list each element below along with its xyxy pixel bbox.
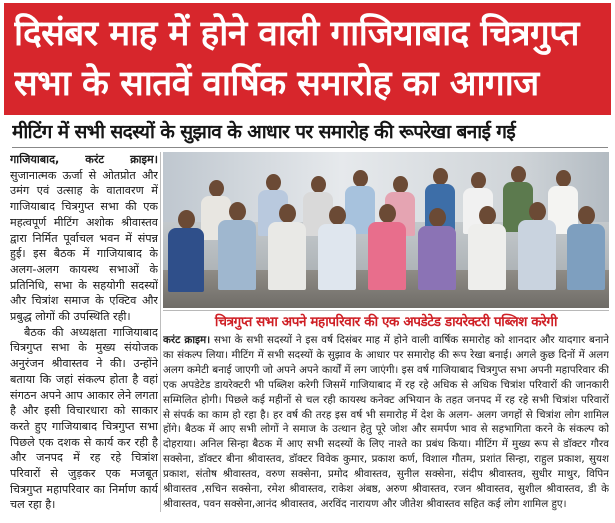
headline-line-2: सभा के सातवें वार्षिक समारोह का आगाज (14, 64, 539, 104)
person-figure (268, 204, 306, 290)
article-paragraph-2: बैठक की अध्यक्षता गाजियाबाद चित्रगुप्त सभा के मुख्य संयोजक अनुरंजन श्रीवास्तव ने की। उन्होंने बताया कि जहां संकल्प होता है वहां संगठन अपने आप आकार लेने लगता है और इसी विचारधारा को साकार करते हुए गाजियाबाद चित्रगुप्त सभा पिछले एक दशक से कार्य कर रही है और जनपद में रह रहे चित्रांश परिवारों से जुड़कर एक मजबूत चित्रगुप्त महापरिवार का निर्माण कार्य चल रहा है। (10, 325, 158, 512)
article-paragraph-1: सुजानात्मक ऊर्जा से ओतप्रोत और उमंग एवं उत्साह के वातावरण में गाजियाबाद चित्रगुप्त सभा की एक महत्वपूर्ण मीटिंग अशोक श्रीवास्तव द्वारा निर्मित पूर्वाचल भवन में संपन्न हुई। इस बैठक में गाजियाबाद के अलग-अलग कायस्थ सभाओं के प्रतिनिधि, सभा के सहयोगी सदस्यों और चित्रांश समाज के एक्टिव और प्रबुद्ध लोगों की उपस्थिति रही। (10, 168, 158, 324)
dateline: गाजियाबाद, करंट क्राइम। (10, 153, 158, 166)
person-figure (368, 204, 406, 290)
caption-text: सभा के सभी सदस्यों ने इस वर्ष दिसंबर माह में होने वाली वार्षिक समारोह को शानदार और यादगार बनाने का संकल्प लिया। मीटिंग में सभी सदस्यों के सुझाव के आधार पर समारोह की रूप रेखा बनाई। अगले कुछ दिनों में अलग अलग कमेटी बनाई जाएगी जो अपने अपने कार्यों में लग जाएंगी। इस वर्ष गाजियाबाद चित्रगुप्त सभा अपनी महापरिवार की एक अपडेटेड डायरेक्टरी भी पब्लिश करेगी जिसमें गाजियाबाद में रह रहे अधिक से अधिक चित्रांश परिवारों की जानकारी सम्मिलित होगी। पिछले कई महीनों से चल रही कायस्थ कनेक्ट अभियान के तहत जनपद में रह रहे सभी चित्रांश परिवारों से संपर्क का काम हो रहा है। हर वर्ष की तरह इस वर्ष भी समारोह में देश के अलग- अलग जगहों से चित्रांश लोग शामिल होंगे। बैठक में आए सभी लोगों ने समाज के उत्थान हेतु पूरे जोश और समर्पण भाव से सहभागिता करने के संकल्प को दोहराया। अनिल सिन्हा बैठक में आए सभी सदस्यों के लिए नाश्ते का प्रबंध किया। मीटिंग में मुख्य रूप से डॉक्टर गौरव सक्सेना, डॉक्टर बीना श्रीवास्तव, डॉक्टर विवेक कुमार, प्रकाश कर्ण, विशाल गौतम, प्रशांत सिन्हा, राहुल प्रकाश, सुयश प्रकाश, संतोष श्रीवास्तव, वरुण सक्सेना, प्रमोद श्रीवास्तव, सुनील सक्सेना, संदीप श्रीवास्तव, सुधीर माथुर, विपिन श्रीवास्तव ,सचिन सक्सेना, रमेश श्रीवास्तव, राकेश अंबष्ठ, अरुण श्रीवास्तव, रजन श्रीवास्तव, सुशील श्रीवास्तव, डी के श्रीवास्तव, पवन सक्सेना,आनंद श्रीवास्तव, अरविंद नारायण और जीतेश श्रीवास्तव सहित कई लोग शामिल हुए। (163, 334, 609, 510)
photo-caption-heading: चित्रगुप्त सभा अपने महापरिवार की एक अपडेटेड डायरेक्टरी पब्लिश करेगी (163, 310, 609, 332)
photo-caption-body (163, 333, 609, 513)
person-figure (518, 202, 556, 290)
person-figure (168, 210, 204, 292)
person-figure (567, 206, 605, 290)
group-photo (163, 152, 609, 308)
person-figure (418, 208, 456, 290)
headline-banner (4, 3, 611, 115)
left-column-article (10, 152, 158, 512)
caption-lead: करंट क्राइम। (163, 334, 211, 346)
column-divider (160, 152, 161, 512)
subheadline: मीटिंग में सभी सदस्यों के सुझाव के आधार पर समारोह की रूपरेखा बनाई गई (12, 116, 608, 148)
person-figure (468, 206, 506, 290)
person-figure (218, 202, 256, 290)
headline-line-1: दिसंबर माह में होने वाली गाजियाबाद चित्रगुप्त (14, 14, 579, 54)
person-figure (318, 206, 356, 290)
